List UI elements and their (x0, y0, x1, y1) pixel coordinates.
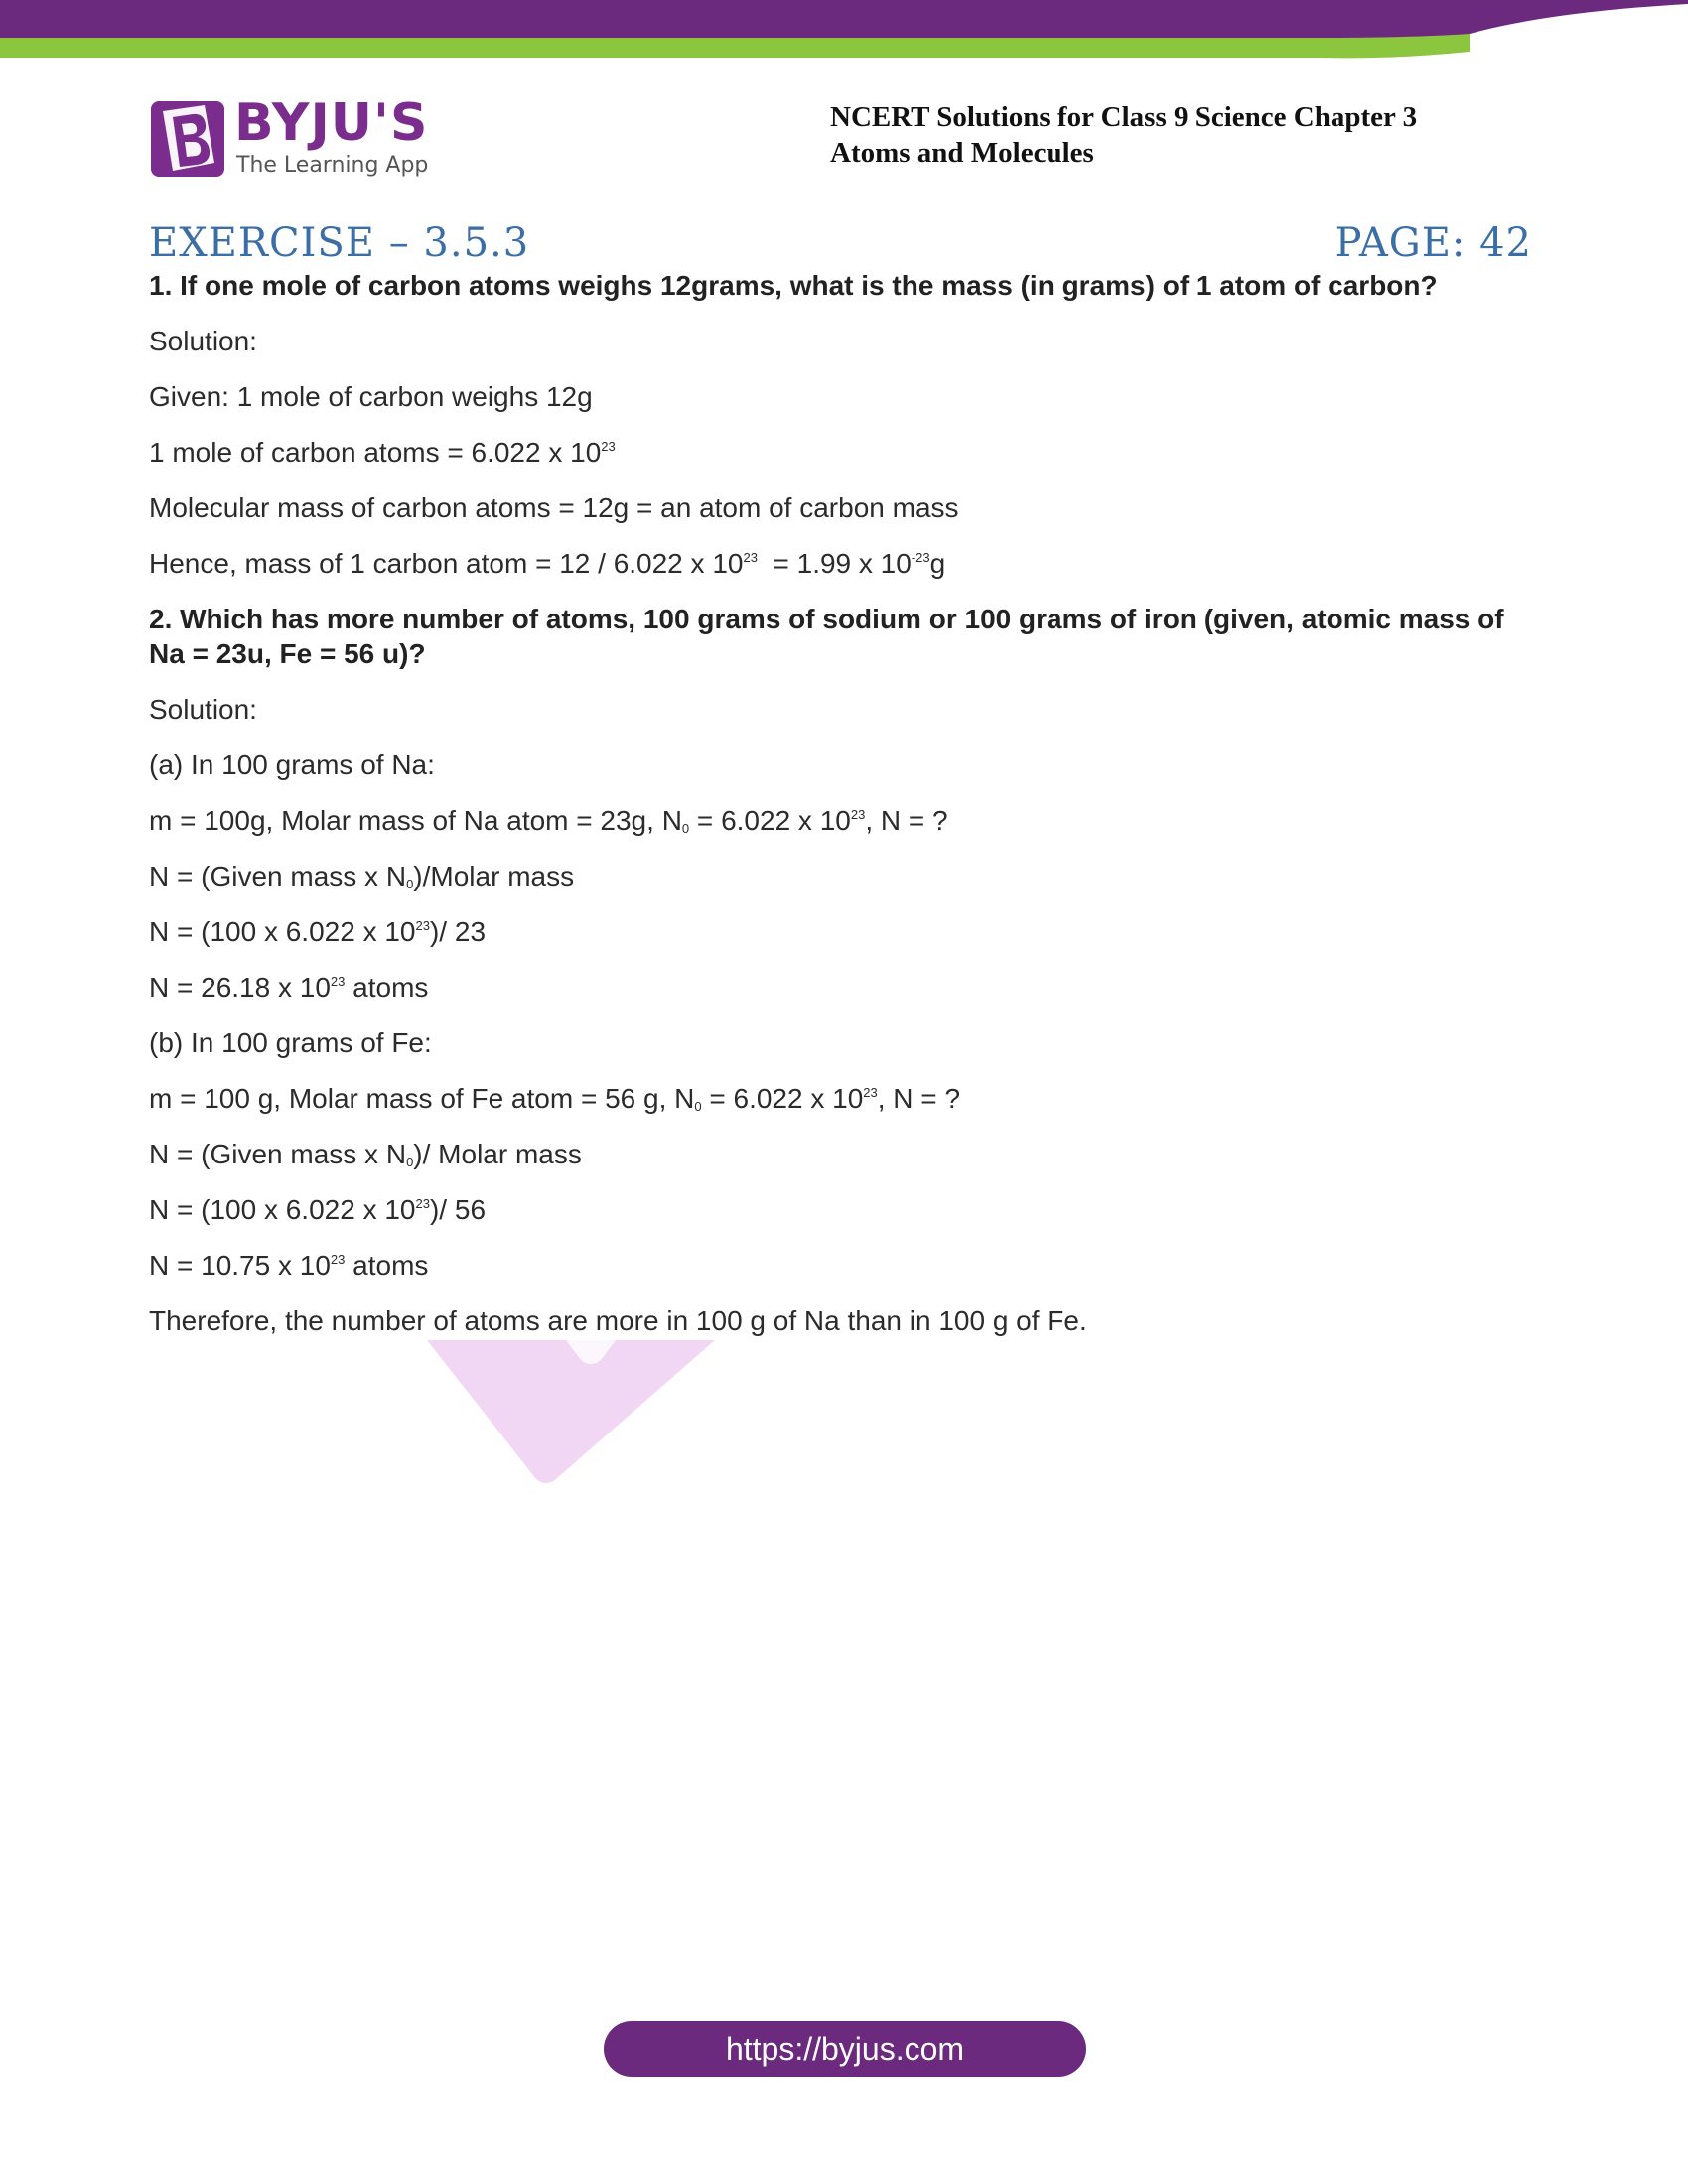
solution-line: m = 100g, Molar mass of Na atom = 23g, $N_0 = 6.022$ x $10^{23}$, N = ? (149, 805, 948, 836)
footer-url-link[interactable]: https://byjus.com (604, 2021, 1086, 2077)
solution-subheading: (a) In 100 grams of Na: (149, 750, 435, 780)
byjus-b-logo-icon (149, 99, 226, 179)
document-title (830, 99, 1585, 171)
solution-line: m = 100 g, Molar mass of Fe atom = 56 g, $N_0 = 6.022$ x $10^{23}$, N = ? (149, 1083, 961, 1114)
solution-line: 1 mole of carbon atoms = 6.022 x $10^{23}$ (149, 437, 616, 468)
solution-line: N = (100 x 6.022 x $10^{23})/$ 23 (149, 916, 487, 947)
question-1: 1. If one mole of carbon atoms weighs 12grams, what is the mass (in grams) of 1 atom of carbon? (149, 270, 1438, 301)
solution-conclusion: Therefore, the number of atoms are more in 100 g of Na than in 100 g of Fe. (149, 1305, 1087, 1336)
solution-line: Given: 1 mole of carbon weighs 12g (149, 381, 593, 412)
solution-label: Solution: (149, 326, 257, 356)
solution-subheading: (b) In 100 grams of Fe: (149, 1027, 432, 1058)
brand-tagline: The Learning App (236, 153, 429, 178)
question-2: 2. Which has more number of atoms, 100 grams of sodium or 100 grams of iron (given, atomic mass of Na = 23u, Fe = 56 u)? (149, 604, 1504, 669)
exercise-heading: EXERCISE – 3.5.3 (149, 220, 530, 266)
header-color-band (0, 0, 1688, 62)
solution-line: N = 26.18 x $10^{23}$ atoms (149, 972, 429, 1003)
solution-line: N = 10.75 x $10^{23}$ atoms (149, 1250, 429, 1281)
byjus-logo (149, 93, 437, 181)
solution-label: Solution: (149, 694, 257, 725)
document-title-line-1: NCERT Solutions for Class 9 Science Chapter 3 (830, 101, 1418, 133)
solution-line: N = (Given mass x $N_0$)/Molar mass (149, 861, 575, 891)
solution-line: N = (100 x 6.022 x $10^{23})/$ 56 (149, 1194, 487, 1225)
page-number: PAGE: 42 (1335, 220, 1532, 266)
document-title-line-2: Atoms and Molecules (830, 137, 1094, 169)
solution-content (149, 268, 1539, 1359)
solution-line: N = (Given mass x $N_0)/$ Molar mass (149, 1139, 582, 1169)
solution-line: Molecular mass of carbon atoms = 12g = an atom of carbon mass (149, 492, 959, 523)
brand-name: BYJU'S (234, 93, 429, 153)
solution-line: Hence, mass of 1 carbon atom = 12 / 6.022 x $10^{23} = 1.99$ x $10^{-23}g$ (149, 548, 946, 579)
